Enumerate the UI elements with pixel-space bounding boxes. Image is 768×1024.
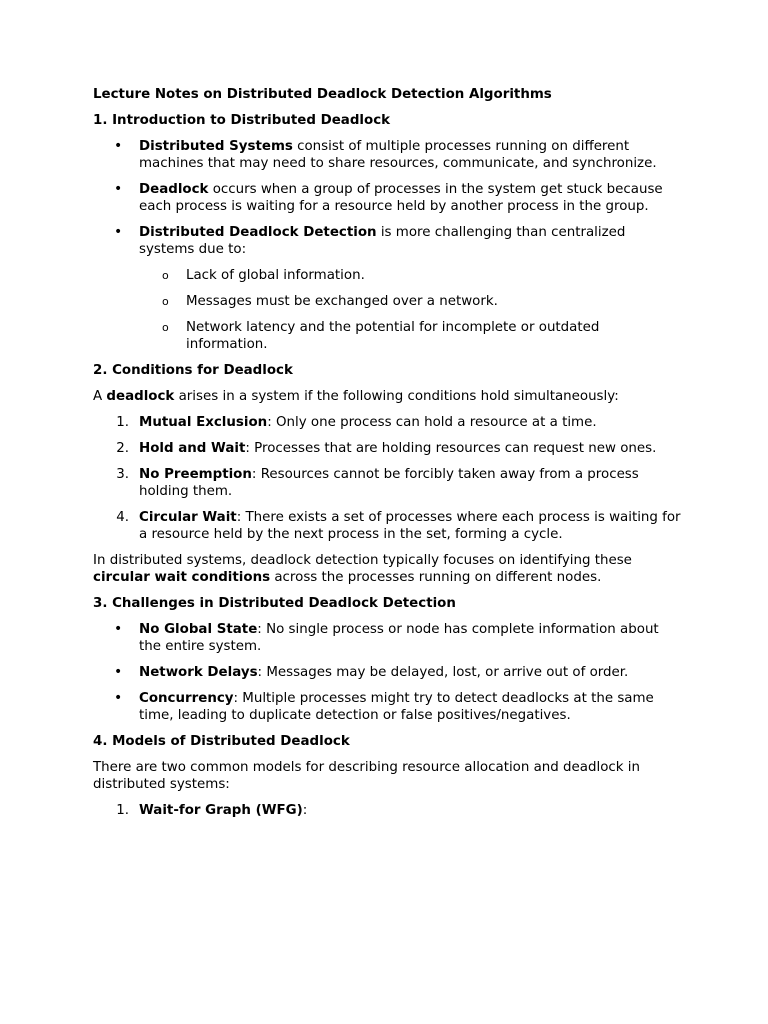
outro-term: circular wait conditions <box>93 570 271 585</box>
definition: : <box>302 803 308 818</box>
list-item <box>93 664 683 681</box>
term: No Global State <box>139 622 258 637</box>
term: Network Delays <box>139 665 258 680</box>
document-page <box>93 86 683 828</box>
definition: : There exists a set of processes where each process is waiting for a resource held by the next process in the set, forming a cycle. <box>139 510 681 542</box>
sub-list-item <box>139 293 683 310</box>
list-item <box>93 690 683 724</box>
section-4-heading: 4. Models of Distributed Deadlock <box>93 734 350 749</box>
numbered-item <box>93 802 683 819</box>
bullet-icon: • <box>114 664 123 680</box>
term: Circular Wait <box>139 510 237 525</box>
item-number: 4. <box>116 510 129 525</box>
term: Hold and Wait <box>139 441 246 456</box>
definition: : Messages may be delayed, lost, or arrive out of order. <box>257 665 629 680</box>
circle-bullet-icon: o <box>162 269 169 282</box>
term: Distributed Systems <box>139 139 293 154</box>
definition: : Processes that are holding resources can request new ones. <box>245 441 657 456</box>
sub-list <box>139 267 683 353</box>
section-1-heading: 1. Introduction to Distributed Deadlock <box>93 113 391 128</box>
definition: : Multiple processes might try to detect deadlocks at the same time, leading to duplicate detection or false positives/negatives. <box>139 691 654 723</box>
item-number: 1. <box>116 803 129 818</box>
sub-item-text: Lack of global information. <box>186 268 365 283</box>
definition: consist of multiple processes running on different machines that may need to share resources, communicate, and synchronize. <box>139 139 657 171</box>
intro-text: arises in a system if the following conditions hold simultaneously: <box>174 389 619 404</box>
bullet-icon: • <box>114 690 123 706</box>
circle-bullet-icon: o <box>162 321 169 334</box>
bullet-icon: • <box>114 224 123 240</box>
numbered-item <box>93 414 683 431</box>
section-1-list <box>93 138 683 353</box>
definition: is more challenging than centralized systems due to: <box>139 225 626 257</box>
section-2-heading: 2. Conditions for Deadlock <box>93 363 293 378</box>
outro-text: across the processes running on different nodes. <box>270 570 602 585</box>
intro-text: A <box>93 389 107 404</box>
sub-list-item <box>139 267 683 284</box>
list-item <box>93 138 683 172</box>
term: Distributed Deadlock Detection <box>139 225 377 240</box>
circle-bullet-icon: o <box>162 295 169 308</box>
intro-term: deadlock <box>106 389 175 404</box>
numbered-item <box>93 466 683 500</box>
sub-item-text: Network latency and the potential for incomplete or outdated information. <box>186 320 600 352</box>
numbered-item <box>93 440 683 457</box>
section-2-list <box>93 414 683 543</box>
term: Concurrency <box>139 691 234 706</box>
section-3-list <box>93 621 683 724</box>
definition: : Only one process can hold a resource at a time. <box>267 415 597 430</box>
document-title: Lecture Notes on Distributed Deadlock Detection Algorithms <box>93 87 552 102</box>
sub-list-item <box>139 319 683 353</box>
section-4-intro: There are two common models for describing resource allocation and deadlock in distributed systems: <box>93 760 640 792</box>
bullet-icon: • <box>114 181 123 197</box>
term: No Preemption <box>139 467 252 482</box>
item-number: 1. <box>116 415 129 430</box>
sub-item-text: Messages must be exchanged over a network. <box>186 294 498 309</box>
definition: : No single process or node has complete information about the entire system. <box>139 622 659 654</box>
term: Deadlock <box>139 182 209 197</box>
definition: occurs when a group of processes in the system get stuck because each process is waiting for a resource held by another process in the group. <box>139 182 663 214</box>
section-2-outro <box>93 552 683 586</box>
bullet-icon: • <box>114 621 123 637</box>
list-item <box>93 181 683 215</box>
bullet-icon: • <box>114 138 123 154</box>
term: Mutual Exclusion <box>139 415 268 430</box>
section-3-heading: 3. Challenges in Distributed Deadlock Detection <box>93 596 456 611</box>
outro-text: In distributed systems, deadlock detection typically focuses on identifying these <box>93 553 632 568</box>
definition: : Resources cannot be forcibly taken away from a process holding them. <box>139 467 639 499</box>
term: Wait-for Graph (WFG) <box>139 803 303 818</box>
section-4-list <box>93 802 683 819</box>
item-number: 3. <box>116 467 129 482</box>
list-item <box>93 621 683 655</box>
section-2-intro <box>93 388 683 405</box>
list-item <box>93 224 683 353</box>
item-number: 2. <box>116 441 129 456</box>
numbered-item <box>93 509 683 543</box>
